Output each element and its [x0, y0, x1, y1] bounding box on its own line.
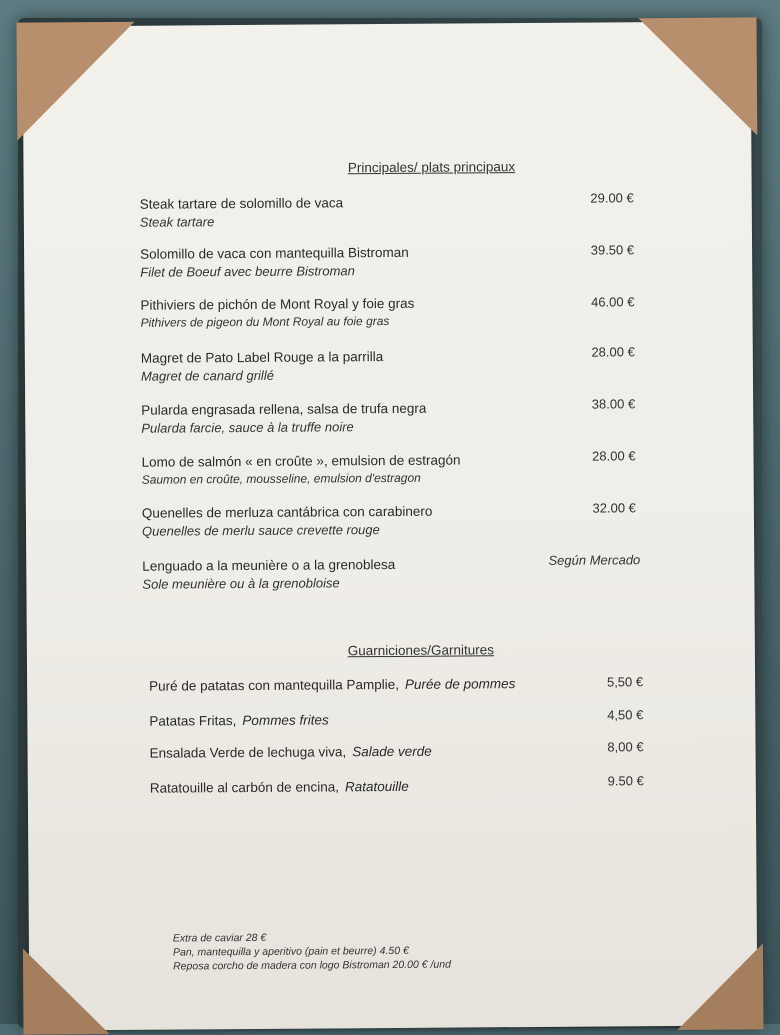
- dish-name: Pularda engrasada rellena, salsa de trufa negra: [141, 400, 427, 418]
- side-price: 5,50 €: [606, 674, 644, 690]
- dish-french-name: Magret de canard grillé: [140, 367, 274, 384]
- dish-item: [141, 398, 641, 436]
- dish-item: [142, 501, 642, 539]
- dish-name: Solomillo de vaca con mantequilla Bistroman: [140, 244, 409, 262]
- dish-french-name: Saumon en croûte, mousseline, emulsion d'estragon: [141, 470, 421, 487]
- side-price: 4,50 €: [607, 707, 644, 723]
- side-french-name: Purée de pommes: [404, 676, 516, 692]
- mains-section-title: Principales/ plats principaux: [347, 159, 516, 176]
- dish-french-name: Steak tartare: [139, 214, 215, 230]
- dish-price: 29.00 €: [590, 190, 634, 206]
- side-item: [149, 712, 328, 728]
- side-item: [150, 779, 409, 796]
- dish-price: 38.00 €: [591, 396, 636, 412]
- dish-name: Lenguado a la meunière o a la grenoblesa: [142, 556, 396, 574]
- dish-price: 28.00 €: [591, 344, 635, 360]
- sides-section-title: Guarniciones/Garnitures: [347, 642, 495, 659]
- dish-price-market: Según Mercado: [548, 552, 641, 568]
- dish-name: Magret de Pato Label Rouge a la parrilla: [140, 349, 384, 366]
- dish-name: Steak tartare de solomillo de vaca: [139, 195, 344, 212]
- dish-name: Pithiviers de pichón de Mont Royal y foie gras: [140, 295, 415, 313]
- footer-note: Extra de caviar 28 €: [172, 931, 267, 945]
- dish-price: 32.00 €: [592, 500, 636, 516]
- dish-price: 28.00 €: [592, 448, 636, 464]
- dish-price: 46.00 €: [591, 294, 635, 310]
- side-price: 8,00 €: [607, 739, 644, 755]
- side-price: 9.50 €: [607, 773, 644, 789]
- dish-french-name: Quenelles de merlu sauce crevette rouge: [141, 522, 380, 539]
- dish-french-name: Pularda farcie, sauce à la truffe noire: [141, 419, 354, 436]
- dish-item: [140, 192, 640, 230]
- side-item: [149, 676, 515, 694]
- menu-sheet: [23, 21, 758, 1030]
- dish-item: [141, 346, 641, 384]
- menu-content: [23, 21, 758, 1030]
- side-french-name: Salade verde: [352, 743, 432, 760]
- side-name: Patatas Fritas,: [149, 713, 237, 729]
- footer-notes: [173, 930, 451, 974]
- dish-name: Lomo de salmón « en croûte », emulsion de estragón: [141, 452, 461, 470]
- dish-item: [140, 242, 640, 280]
- footer-note: Reposa corcho de madera con logo Bistroman 20.00 € /und: [173, 958, 451, 973]
- side-name: Ensalada Verde de lechuga viva,: [149, 744, 347, 761]
- side-french-name: Ratatouille: [344, 778, 409, 795]
- dish-french-name: Filet de Boeuf avec beurre Bistroman: [140, 263, 355, 280]
- dish-item: [141, 450, 641, 488]
- side-name: Puré de patatas con mantequilla Pamplie,: [149, 676, 400, 694]
- footer-note: Pan, mantequilla y aperitivo (pain et beurre) 4.50 €: [172, 944, 409, 959]
- side-name: Ratatouille al carbón de encina,: [149, 779, 340, 796]
- dish-french-name: Pithivers de pigeon du Mont Royal au foie gras: [140, 313, 390, 330]
- dish-item: [140, 293, 640, 331]
- dish-price: 39.50 €: [590, 242, 635, 258]
- side-item: [150, 744, 432, 761]
- dish-name: Quenelles de merluza cantábrica con carabinero: [141, 503, 433, 521]
- dish-french-name: Sole meunière ou à la grenobloise: [142, 575, 340, 592]
- side-french-name: Pommes frites: [242, 712, 329, 729]
